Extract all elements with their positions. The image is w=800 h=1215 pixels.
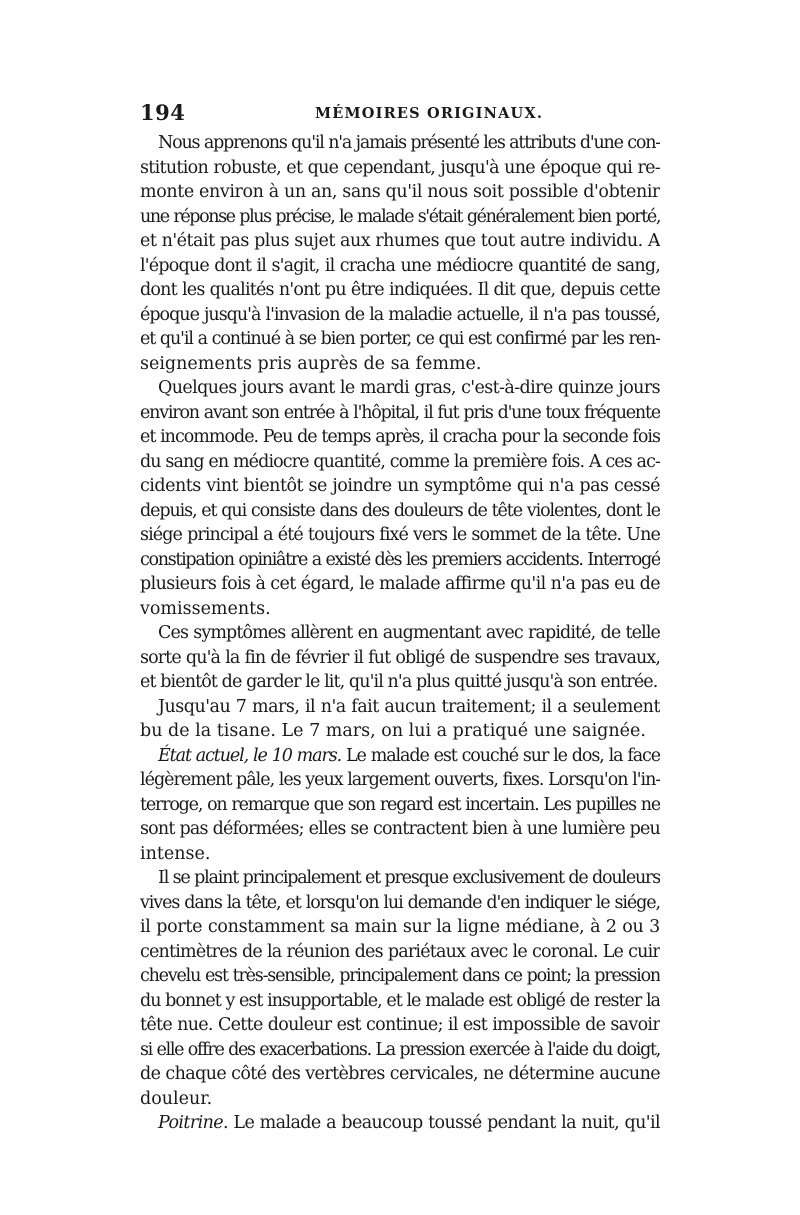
text-line-mixed <box>140 1111 660 1136</box>
text-line: siége principal a été toujours fixé vers le sommet de la tête. Une <box>140 525 660 545</box>
text-line: du bonnet y est insupportable, et le malade est obligé de rester la <box>140 990 660 1011</box>
text-line: l'époque dont il s'agit, il cracha une médiocre quantité de sang, <box>140 255 660 276</box>
text-line: intense. <box>140 843 211 864</box>
text-line: Nous apprenons qu'il n'a jamais présenté les attributs d'une con- <box>158 133 660 153</box>
text-line: cidents vint bientôt se joindre un symptôme qui n'a pas cessé <box>140 476 660 496</box>
text-line: si elle offre des exacerbations. La pression exercée à l'aide du doigt, <box>140 1039 660 1060</box>
text-line: vives dans la tête, et lorsqu'on lui demande d'en indiquer le siége, <box>140 892 660 913</box>
text-run: Le malade a beaucoup toussé pendant la nuit, qu'il <box>227 1113 660 1133</box>
text-line: chevelu est très-sensible, principalement dans ce point; la pression <box>140 966 660 986</box>
running-head <box>140 100 660 126</box>
text-line: sorte qu'à la fin de février il fut obligé de suspendre ses travaux, <box>140 647 660 668</box>
text-line: Jusqu'au 7 mars, il n'a fait aucun traitement; il a seulement <box>158 696 660 717</box>
text-line: constipation opiniâtre a existé dès les premiers accidents. Interrogé <box>140 549 660 570</box>
text-line: une réponse plus précise, le malade s'était généralement bien porté, <box>140 206 660 227</box>
section-label-etat-actuel: État actuel, le 10 mars. <box>158 745 342 766</box>
text-line: Ces symptômes allèrent en augmentant avec rapidité, de telle <box>158 623 660 643</box>
text-line: plusieurs fois à cet égard, le malade affirme qu'il n'a pas eu de <box>140 574 660 594</box>
text-line: Il se plaint principalement et presque exclusivement de douleurs <box>158 868 660 888</box>
text-run: Le malade est couché sur le dos, la face <box>341 745 660 766</box>
text-line: terroge, on remarque que son regard est incertain. Les pupilles ne <box>140 794 660 815</box>
text-line: et bientôt de garder le lit, qu'il n'a plus quitté jusqu'à son entrée. <box>140 672 658 692</box>
text-line: dont les qualités n'ont pu être indiquées. Il dit que, depuis cette <box>140 280 660 300</box>
running-title: MÉMOIRES ORIGINAUX. <box>315 105 544 122</box>
text-line: douleur. <box>140 1088 213 1109</box>
text-line: et incommode. Peu de temps après, il cracha pour la seconde fois <box>140 427 660 447</box>
text-line: et qu'il a continué à se bien porter, ce qui est confirmé par les ren- <box>140 329 660 349</box>
text-line: tête nue. Cette douleur est continue; il est impossible de savoir <box>140 1015 660 1035</box>
text-line-mixed <box>140 744 660 769</box>
text-line: de chaque côté des vertèbres cervicales, ne détermine aucune <box>140 1064 660 1084</box>
text-line: bu de la tisane. Le 7 mars, on lui a pratiqué une saignée. <box>140 721 646 741</box>
text-line: stitution robuste, et que cependant, jusqu'à une époque qui re- <box>140 157 660 178</box>
text-line: vomissements. <box>140 598 271 619</box>
text-line: monte environ à un an, sans qu'il nous soit possible d'obtenir <box>140 182 660 202</box>
text-line: environ avant son entrée à l'hôpital, il fut pris d'une toux fréquente <box>140 402 660 423</box>
text-line: du sang en médiocre quantité, comme la première fois. A ces ac- <box>140 451 660 472</box>
text-line: centimètres de la réunion des pariétaux avec le coronal. Le cuir <box>140 941 660 962</box>
text-line: et n'était pas plus sujet aux rhumes que tout autre individu. A <box>140 231 660 251</box>
page-number: 194 <box>140 100 186 125</box>
text-line: il porte constamment sa main sur la ligne médiane, à 2 ou 3 <box>140 917 660 937</box>
section-label-poitrine: Poitrine. <box>158 1113 228 1133</box>
text-line: époque jusqu'à l'invasion de la maladie actuelle, il n'a pas toussé, <box>140 304 660 325</box>
text-line: sont pas déformées; elles se contractent bien à une lumière peu <box>140 819 660 839</box>
body-text <box>140 131 660 1136</box>
text-line: légèrement pâle, les yeux largement ouverts, fixes. Lorsqu'on l'in- <box>140 770 660 790</box>
text-line: depuis, et qui consiste dans des douleurs de tête violentes, dont le <box>140 500 660 521</box>
text-line: seignements pris auprès de sa femme. <box>140 353 482 374</box>
text-line: Quelques jours avant le mardi gras, c'est-à-dire quinze jours <box>158 378 660 398</box>
